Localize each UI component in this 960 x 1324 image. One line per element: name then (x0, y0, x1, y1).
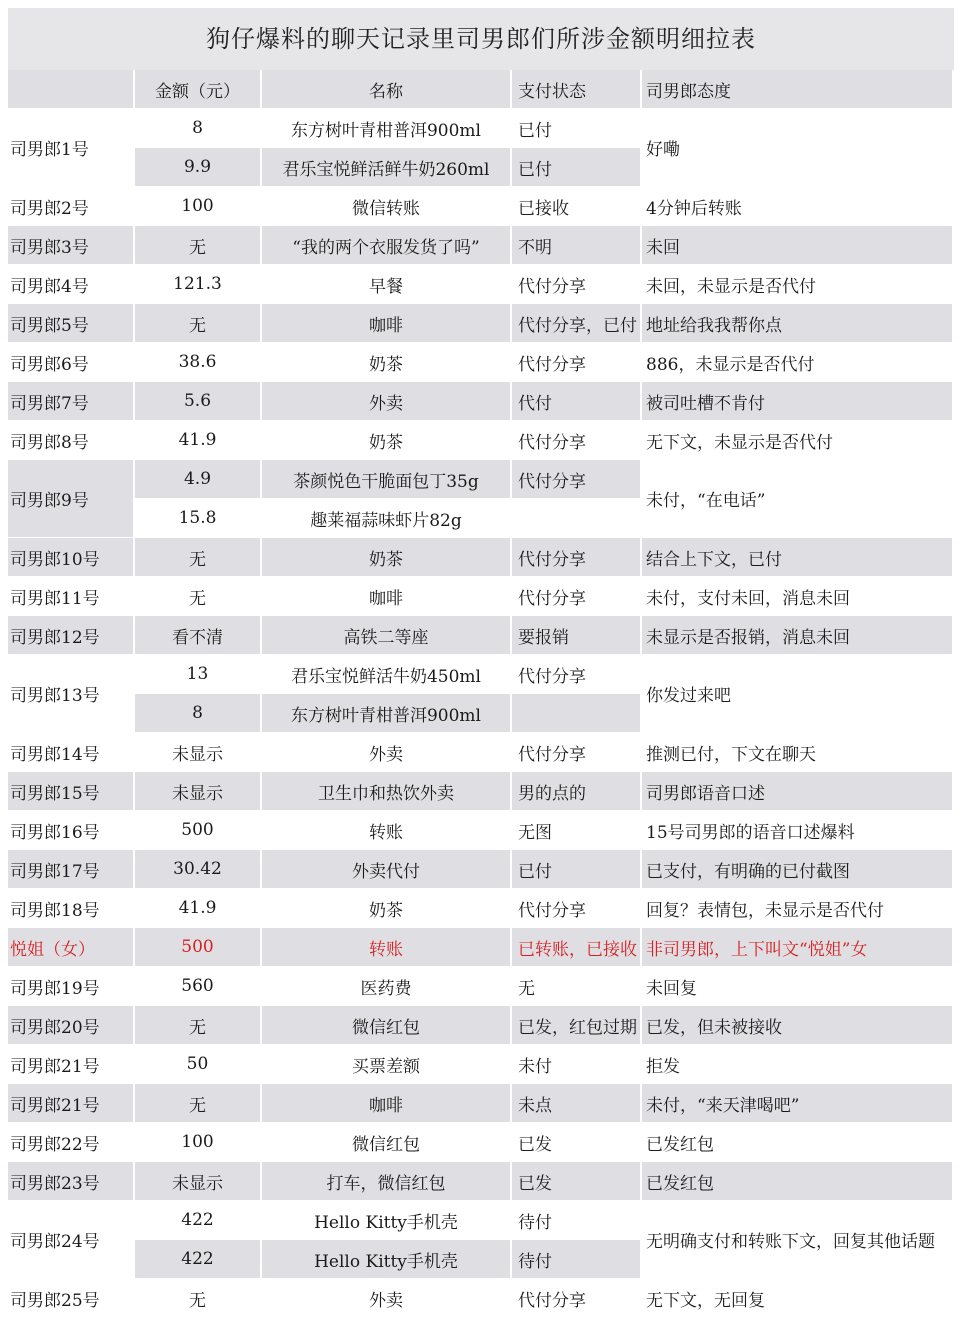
row-status: 代付分享 (512, 655, 642, 694)
row-amount: 560 (135, 967, 262, 1006)
row-attitude: 司男郎语音口述 (642, 772, 954, 811)
row-item: 君乐宝悦鲜活牛奶450ml (262, 655, 512, 694)
row-item: 东方树叶青柑普洱900ml (262, 109, 512, 148)
amount-table (8, 70, 954, 1318)
row-status: 已接收 (512, 187, 642, 226)
row-amount: 100 (135, 1123, 262, 1162)
row-item: 东方树叶青柑普洱900ml (262, 694, 512, 733)
row-item: “我的两个衣服发货了吗” (262, 226, 512, 265)
row-status: 已转账，已接收 (512, 928, 642, 967)
row-status: 代付分享，已付 (512, 304, 642, 343)
row-item: 咖啡 (262, 304, 512, 343)
table-row (8, 616, 954, 655)
table-row (8, 304, 954, 343)
row-item: 卫生巾和热饮外卖 (262, 772, 512, 811)
row-status: 代付分享 (512, 265, 642, 304)
row-status: 代付分享 (512, 733, 642, 772)
header-name (8, 70, 135, 109)
row-status: 待付 (512, 1240, 642, 1279)
row-item: 趣莱福蒜味虾片82g (262, 499, 512, 538)
table-row (8, 1279, 954, 1318)
table-row (8, 889, 954, 928)
row-amount: 4.9 (135, 460, 262, 499)
row-attitude: 已发红包 (642, 1162, 954, 1201)
row-attitude: 回复？表情包，未显示是否代付 (642, 889, 954, 928)
row-status: 未付 (512, 1045, 642, 1084)
row-name: 司男郎16号 (8, 811, 135, 850)
row-name: 司男郎21号 (8, 1045, 135, 1084)
row-status: 未点 (512, 1084, 642, 1123)
row-item: Hello Kitty手机壳 (262, 1240, 512, 1279)
row-attitude: 拒发 (642, 1045, 954, 1084)
row-status: 待付 (512, 1201, 642, 1240)
row-name: 司男郎17号 (8, 850, 135, 889)
table-row (8, 811, 954, 850)
row-status: 代付分享 (512, 889, 642, 928)
table-row (8, 1162, 954, 1201)
row-attitude: 未付，“来天津喝吧” (642, 1084, 954, 1123)
row-amount: 未显示 (135, 733, 262, 772)
row-name: 司男郎3号 (8, 226, 135, 265)
table-row (8, 538, 954, 577)
row-attitude: 已支付，有明确的已付截图 (642, 850, 954, 889)
row-status (512, 499, 642, 538)
table-row (8, 850, 954, 889)
row-attitude: 未显示是否报销，消息未回 (642, 616, 954, 655)
row-item: 奶茶 (262, 343, 512, 382)
row-item: 君乐宝悦鲜活鲜牛奶260ml (262, 148, 512, 187)
row-attitude: 结合上下文，已付 (642, 538, 954, 577)
row-amount: 50 (135, 1045, 262, 1084)
table-row (8, 967, 954, 1006)
row-attitude: 你发过来吧 (642, 655, 954, 733)
row-attitude: 推测已付，下文在聊天 (642, 733, 954, 772)
row-attitude: 无明确支付和转账下文，回复其他话题 (642, 1201, 954, 1279)
row-attitude: 未付，“在电话” (642, 460, 954, 538)
row-attitude: 地址给我我帮你点 (642, 304, 954, 343)
row-amount: 9.9 (135, 148, 262, 187)
sheet-title: 狗仔爆料的聊天记录里司男郎们所涉金额明细拉表 (8, 8, 954, 70)
row-status: 已付 (512, 109, 642, 148)
row-item: 转账 (262, 811, 512, 850)
table-row (8, 382, 954, 421)
table-row (8, 1006, 954, 1045)
row-amount: 无 (135, 538, 262, 577)
header-status: 支付状态 (512, 70, 642, 109)
row-item: 早餐 (262, 265, 512, 304)
row-amount: 未显示 (135, 772, 262, 811)
row-item: 奶茶 (262, 421, 512, 460)
table-row (8, 343, 954, 382)
row-status: 无图 (512, 811, 642, 850)
row-attitude: 15号司男郎的语音口述爆料 (642, 811, 954, 850)
row-amount: 无 (135, 1006, 262, 1045)
row-status: 代付分享 (512, 1279, 642, 1318)
row-item: 医药费 (262, 967, 512, 1006)
row-item: 奶茶 (262, 889, 512, 928)
row-name: 司男郎2号 (8, 187, 135, 226)
row-attitude: 无下文，无回复 (642, 1279, 954, 1318)
row-name: 司男郎14号 (8, 733, 135, 772)
table-row (8, 772, 954, 811)
row-name: 司男郎13号 (8, 655, 135, 733)
row-name: 司男郎18号 (8, 889, 135, 928)
row-amount: 121.3 (135, 265, 262, 304)
row-amount: 41.9 (135, 421, 262, 460)
row-status: 不明 (512, 226, 642, 265)
row-name: 司男郎24号 (8, 1201, 135, 1279)
row-name: 司男郎20号 (8, 1006, 135, 1045)
row-name: 司男郎6号 (8, 343, 135, 382)
table-row-highlight (8, 928, 954, 967)
row-attitude: 未回复 (642, 967, 954, 1006)
row-attitude: 已发，但未被接收 (642, 1006, 954, 1045)
table-row (8, 460, 954, 499)
row-name: 司男郎8号 (8, 421, 135, 460)
row-status: 无 (512, 967, 642, 1006)
spreadsheet (8, 8, 954, 1318)
row-status: 已发，红包过期 (512, 1006, 642, 1045)
table-row (8, 1084, 954, 1123)
row-status: 已发 (512, 1162, 642, 1201)
row-item: 咖啡 (262, 577, 512, 616)
row-item: 外卖 (262, 1279, 512, 1318)
row-item: 打车，微信红包 (262, 1162, 512, 1201)
row-amount: 41.9 (135, 889, 262, 928)
row-status: 代付分享 (512, 460, 642, 499)
table-row (8, 1201, 954, 1240)
row-status: 已发 (512, 1123, 642, 1162)
row-amount: 无 (135, 1279, 262, 1318)
row-amount: 无 (135, 226, 262, 265)
row-amount: 8 (135, 694, 262, 733)
table-row (8, 421, 954, 460)
row-attitude: 无下文，未显示是否代付 (642, 421, 954, 460)
row-status (512, 694, 642, 733)
row-amount: 30.42 (135, 850, 262, 889)
row-amount: 500 (135, 928, 262, 967)
row-item: 咖啡 (262, 1084, 512, 1123)
row-attitude: 被司吐槽不肯付 (642, 382, 954, 421)
row-item: 外卖代付 (262, 850, 512, 889)
header-item: 名称 (262, 70, 512, 109)
row-amount: 无 (135, 1084, 262, 1123)
row-amount: 未显示 (135, 1162, 262, 1201)
row-status: 要报销 (512, 616, 642, 655)
row-status: 代付分享 (512, 421, 642, 460)
row-status: 已付 (512, 850, 642, 889)
row-attitude: 4分钟后转账 (642, 187, 954, 226)
row-attitude: 已发红包 (642, 1123, 954, 1162)
row-amount: 422 (135, 1201, 262, 1240)
row-name: 司男郎19号 (8, 967, 135, 1006)
row-name: 司男郎9号 (8, 460, 135, 538)
row-item: Hello Kitty手机壳 (262, 1201, 512, 1240)
row-amount: 8 (135, 109, 262, 148)
row-attitude: 非司男郎，上下叫文“悦姐”女 (642, 928, 954, 967)
row-item: 买票差额 (262, 1045, 512, 1084)
row-attitude: 886，未显示是否代付 (642, 343, 954, 382)
row-status: 代付分享 (512, 538, 642, 577)
header-row (8, 70, 954, 109)
row-item: 茶颜悦色干脆面包丁35g (262, 460, 512, 499)
row-amount: 500 (135, 811, 262, 850)
row-item: 微信转账 (262, 187, 512, 226)
row-name: 司男郎22号 (8, 1123, 135, 1162)
row-item: 奶茶 (262, 538, 512, 577)
row-attitude: 未付，支付未回，消息未回 (642, 577, 954, 616)
row-status: 男的点的 (512, 772, 642, 811)
row-amount: 看不清 (135, 616, 262, 655)
table-row (8, 1123, 954, 1162)
row-item: 转账 (262, 928, 512, 967)
row-name: 司男郎21号 (8, 1084, 135, 1123)
row-amount: 无 (135, 304, 262, 343)
table-row (8, 187, 954, 226)
row-amount: 38.6 (135, 343, 262, 382)
table-row (8, 577, 954, 616)
row-name: 悦姐（女） (8, 928, 135, 967)
row-item: 外卖 (262, 733, 512, 772)
table-row (8, 226, 954, 265)
table-row (8, 265, 954, 304)
table-row (8, 655, 954, 694)
row-amount: 5.6 (135, 382, 262, 421)
row-item: 外卖 (262, 382, 512, 421)
row-attitude: 好嘞 (642, 109, 954, 187)
row-item: 微信红包 (262, 1123, 512, 1162)
table-row (8, 733, 954, 772)
row-name: 司男郎15号 (8, 772, 135, 811)
table-row (8, 109, 954, 148)
table-row (8, 1045, 954, 1084)
row-name: 司男郎11号 (8, 577, 135, 616)
header-attitude: 司男郎态度 (642, 70, 954, 109)
row-name: 司男郎1号 (8, 109, 135, 187)
row-name: 司男郎7号 (8, 382, 135, 421)
row-status: 代付分享 (512, 577, 642, 616)
row-amount: 13 (135, 655, 262, 694)
row-item: 微信红包 (262, 1006, 512, 1045)
row-name: 司男郎23号 (8, 1162, 135, 1201)
row-name: 司男郎25号 (8, 1279, 135, 1318)
row-amount: 422 (135, 1240, 262, 1279)
row-amount: 无 (135, 577, 262, 616)
row-attitude: 未回，未显示是否代付 (642, 265, 954, 304)
row-status: 代付 (512, 382, 642, 421)
row-name: 司男郎12号 (8, 616, 135, 655)
row-item: 高铁二等座 (262, 616, 512, 655)
row-status: 代付分享 (512, 343, 642, 382)
row-attitude: 未回 (642, 226, 954, 265)
row-name: 司男郎4号 (8, 265, 135, 304)
row-status: 已付 (512, 148, 642, 187)
row-amount: 100 (135, 187, 262, 226)
row-name: 司男郎10号 (8, 538, 135, 577)
row-name: 司男郎5号 (8, 304, 135, 343)
row-amount: 15.8 (135, 499, 262, 538)
header-amount: 金额（元） (135, 70, 262, 109)
